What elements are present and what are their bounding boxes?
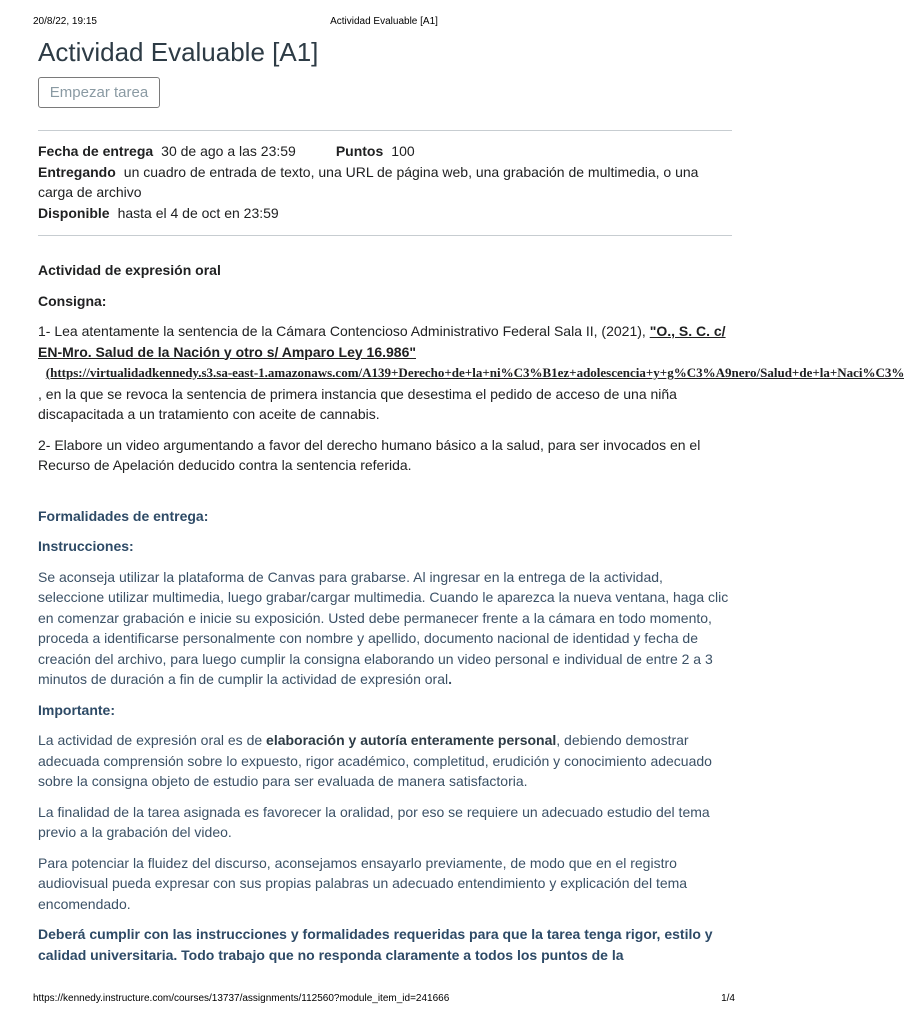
divider — [38, 235, 732, 236]
activity-title: Actividad de expresión oral — [38, 262, 221, 278]
page-title: Actividad Evaluable [A1] — [38, 37, 319, 67]
due-label: Fecha de entrega — [38, 143, 154, 159]
important-paragraph-3: Para potenciar la fluidez del discurso, aconsejamos ensayarlo previamente, de modo que en el registro audiovisual pueda expresar con sus propias palabras un adecuado entendimiento y explicación del tema encomendado. — [38, 854, 688, 912]
consigna-item-2: 2- Elabore un video argumentando a favor del derecho humano básico a la salud, para ser invocados en el Recurso de Apelación deducido contra la sentencia referida. — [38, 436, 701, 473]
points-value: 100 — [391, 143, 415, 159]
details-row-available — [38, 203, 732, 224]
assignment-details — [38, 141, 732, 223]
sentence-link[interactable]: "O., S. C. c/ EN-Mro. Salud de la Nación y otro s/ Amparo Ley 16.986" — [38, 323, 726, 360]
details-row-due — [38, 141, 732, 162]
instructions-text: Se aconseja utilizar la plataforma de Canvas para grabarse. Al ingresar en la entrega de la actividad, seleccione utilizar multimedia, luego grabar/cargar multimedia. Cuando le aparezca la nueva ventana, haga clic en comenzar grabación e inicie su exposición. Usted debe permanecer frente a la cámara en todo momento, proceda a identificarse personalmente con nombre y apellido, documento nacional de identidad y fecha de creación del archivo, para luego cumplir la consigna elaborando un video personal e individual de entre 2 a 3 minutos de duración a fin de cumplir la actividad de expresión oral. — [38, 568, 729, 687]
print-date: 20/8/22, 19:15 — [33, 16, 97, 27]
print-doc-title: Actividad Evaluable [A1] — [330, 16, 438, 27]
submitting-label: Entregando — [38, 163, 116, 180]
instructions-heading: Instrucciones: — [38, 538, 134, 554]
consigna-label: Consigna: — [38, 292, 107, 309]
due-value: 30 de ago a las 23:59 — [161, 143, 296, 159]
print-footer — [33, 993, 735, 1007]
print-url: https://kennedy.instructure.com/courses/13737/assignments/112560?module_item_id=241666 — [33, 993, 450, 1004]
points-label: Puntos — [335, 143, 384, 159]
start-assignment-button[interactable]: Empezar tarea — [38, 77, 160, 108]
important-heading: Importante: — [38, 701, 115, 718]
consigna-item-1: 1- Lea atentamente la sentencia de la Cámara Contencioso Administrativo Federal Sala II, (2021), "O., S. C. c/ EN-Mro. Salud de la Nación y otro s/ Amparo Ley 16.986" (https://virtualidadkennedy.s3.sa-east-1.amazonaws.com/A139+Derecho+de+la+ni%C3%B1ez+adolescencia+y+g%C3%A9nero/Salud+de+la+Naci%C3% , en la que se revoca la sentencia de primera instancia que desestima el pedido de acceso de una niña discapacitada a un tratamiento con aceite de cannabis. — [38, 323, 904, 422]
divider — [38, 130, 732, 131]
sentence-url-link[interactable]: (https://virtualidadkennedy.s3.sa-east-1.amazonaws.com/A139+Derecho+de+la+ni%C3%B1ez+adolescencia+y+g%C3%A9nero/Salud+de+la+Naci%C3% — [45, 365, 904, 380]
submitting-value: un cuadro de entrada de texto, una URL de página web, una grabación de multimedia, o una carga de archivo — [38, 163, 699, 200]
formalities-heading: Formalidades de entrega: — [38, 507, 209, 524]
details-row-submitting — [38, 162, 732, 203]
available-label: Disponible — [38, 204, 110, 221]
print-header — [33, 16, 735, 30]
important-paragraph-4: Deberá cumplir con las instrucciones y formalidades requeridas para que la tarea tenga rigor, estilo y calidad universitaria. Todo trabajo que no responda claramente a todos los puntos de la — [38, 926, 713, 963]
assignment-description — [38, 260, 904, 975]
available-value: hasta el 4 de oct en 23:59 — [117, 204, 279, 221]
important-paragraph-1: La actividad de expresión oral es de elaboración y autoría enteramente personal, debiendo demostrar adecuada comprensión sobre lo expuesto, rigor académico, completitud, erudición y conocimiento adecuado sobre la consigna objeto de estudio para ser evaluada de manera satisfactoria. — [38, 732, 712, 789]
assignment-content — [38, 36, 904, 978]
print-page-count: 1/4 — [721, 993, 735, 1004]
important-paragraph-2: La finalidad de la tarea asignada es favorecer la oralidad, por eso se requiere un adecuado estudio del tema previo a la grabación del video. — [38, 803, 710, 840]
